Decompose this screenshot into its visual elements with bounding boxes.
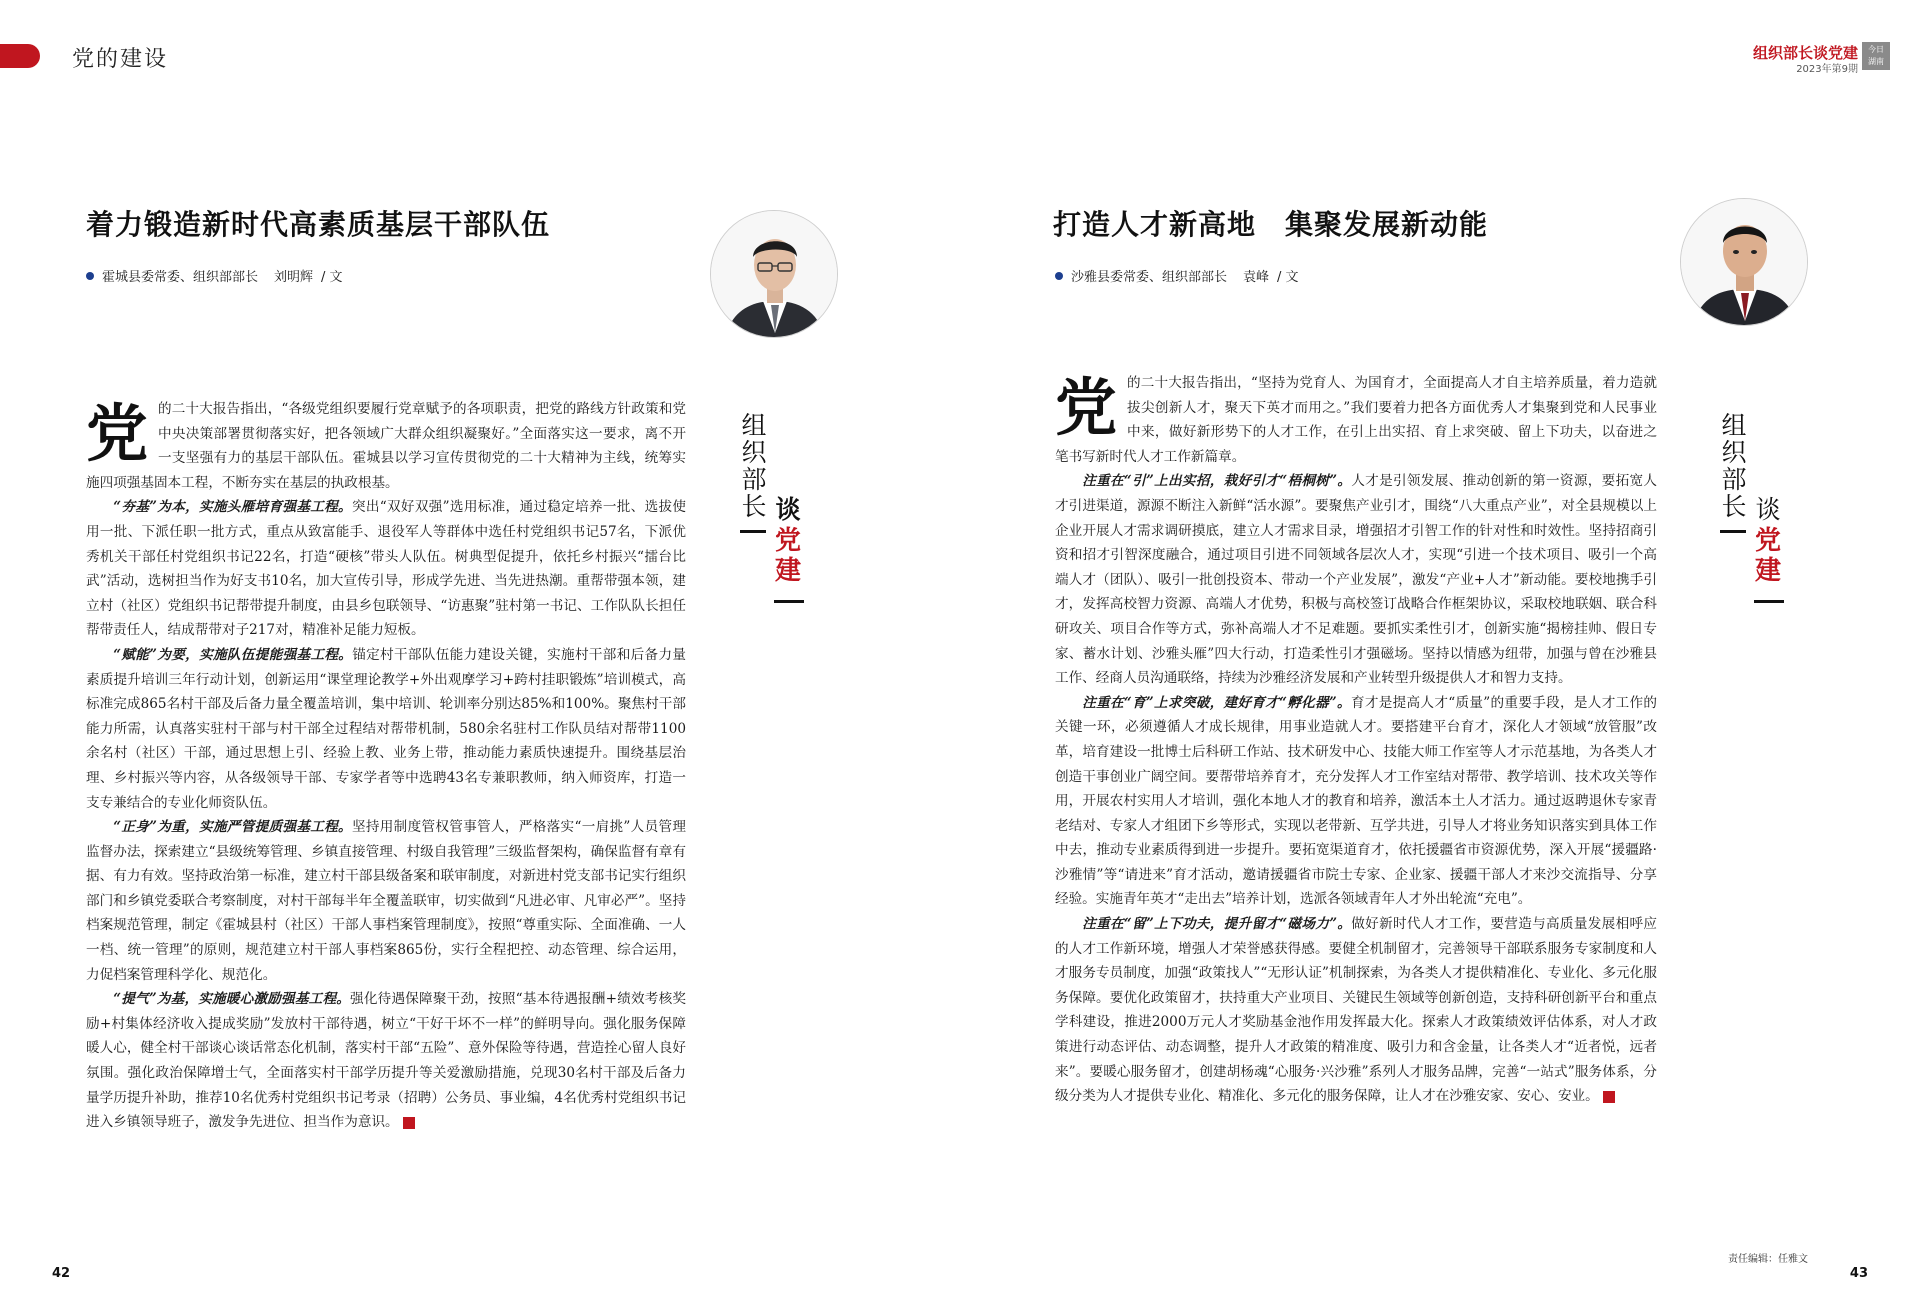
badge-text-tan: 谈 bbox=[1755, 495, 1781, 524]
badge-text-dangjian: 党 建 bbox=[774, 526, 801, 586]
left-dropcap: 党 bbox=[86, 397, 149, 470]
right-article-title: 打造人才新高地 集聚发展新动能 bbox=[1053, 208, 1489, 241]
left-author-suffix: / 文 bbox=[321, 270, 343, 285]
page-number-right: 43 bbox=[1849, 1266, 1868, 1281]
left-article-body bbox=[86, 397, 686, 1135]
right-dropcap: 党 bbox=[1055, 371, 1118, 444]
section-title: 党的建设 bbox=[72, 47, 169, 72]
right-paragraph-1 bbox=[1055, 469, 1657, 690]
left-p1-text: 突出“双好双强”选用标准，通过稳定培养一批、选拔使用一批、下派任职一批方式，重点从致富能手、退役军人等群体中选任村党组织书记57名，下派优秀机关干部任村党组织书记22名，打造“硬核”带头人队伍。树典型促提升，依托乡村振兴“擂台比武”活动，选树担当作为好支书10名，加大宣传引导，形成学先进、当先进热潮。重帮带强本领，建立村（社区）党组织书记帮带提升制度，由县乡包联领导、“访惠聚”驻村第一书记、工作队队长担任帮带责任人，结成帮带对子217对，精准补足能力短板。 bbox=[86, 499, 686, 639]
right-author-org: 沙雅县委常委、组织部部长 bbox=[1071, 270, 1228, 285]
right-p3-text: 做好新时代人才工作，要营造与高质量发展相呼应的人才工作新环境，增强人才荣誉感获得感。要健全机制留才，完善领导干部联系服务专家制度和人才服务专员制度，加强“政策找人”“无形认证”机制探索，为各类人才提供精准化、专业化、多元化服务保障。要优化政策留才，扶持重大产业项目、关键民生领域等创新创造，支持科研创新平台和重点学科建设，推进2000万元人才奖励基金池作用发挥最大化。探索人才政策绩效评估体系，对人才政策进行动态评估、动态调整，提升人才政策的精准度、吸引力和含金量，让各类人才“近者悦，远者来”。要暖心服务留才，创建胡杨魂“心服务·兴沙雅”系列人才服务品牌，完善“一站式”服务体系，分级分类为人才提供专业化、精准化、多元化的服务保障，让人才在沙雅安家、安心、安业。 bbox=[1055, 916, 1657, 1105]
right-p3-lead: 注重在“留”上下功夫，提升留才“磁场力”。 bbox=[1082, 916, 1352, 933]
left-author-portrait bbox=[710, 210, 838, 338]
issue-number: 2023年第9期 bbox=[1796, 64, 1858, 75]
right-author-portrait bbox=[1680, 198, 1808, 326]
left-intro-text: 的二十大报告指出，“各级党组织要履行党章赋予的各项职责，把党的路线方针政策和党中央决策部署贯彻落实好，把各领域广大群众组织凝聚好。”全面落实这一要求，离不开一支坚强有力的基层干部队伍。霍城县以学习宣传贯彻党的二十大精神为主线，统筹实施四项强基固本工程，不断夯实在基层的执政根基。 bbox=[86, 401, 686, 491]
left-p4-text: 强化待遇保障聚干劲，按照“基本待遇报酬+绩效考核奖励+村集体经济收入提成奖励”发放村干部待遇，树立“干好干坏不一样”的鲜明导向。强化服务保障暖人心，健全村干部谈心谈话常态化机制，落实村干部“五险”、意外保险等待遇，营造拴心留人良好氛围。强化政治保障增士气，全面落实村干部学历提升等关爱激励措施，兑现30名村干部及后备力量学历提升补助，推荐10名优秀村党组织书记考录（招聘）公务员、事业编，4名优秀村党组织书记进入乡镇领导班子，激发争先进位、担当作为意识。 bbox=[86, 991, 686, 1131]
responsible-editor: 责任编辑：任雅文 bbox=[1728, 1254, 1808, 1265]
left-byline bbox=[86, 266, 343, 285]
badge-rule-left bbox=[1720, 530, 1746, 533]
right-column-badge bbox=[1720, 412, 1790, 612]
badge-rule-right bbox=[1754, 600, 1784, 603]
left-paragraph-3 bbox=[86, 815, 686, 987]
left-author-org: 霍城县委常委、组织部部长 bbox=[102, 270, 259, 285]
right-paragraph-2 bbox=[1055, 691, 1657, 912]
end-mark-icon bbox=[1603, 1091, 1615, 1103]
section-tab-marker bbox=[0, 44, 40, 68]
right-p2-text: 育才是提高人才“质量”的重要手段，是人才工作的关键一环，必须遵循人才成长规律，用事业造就人才。要搭建平台育才，深化人才领域“放管服”改革，培育建设一批博士后科研工作站、技术研发中心、技能大师工作室等人才示范基地，为各类人才创造干事创业广阔空间。要帮带培养育才，充分发挥人才工作室结对帮带、教学培训、技术攻关等作用，开展农村实用人才培训，强化本地人才的教育和培养，激活本土人才活力。通过返聘退休专家青老结对、专家人才组团下乡等形式，实现以老带新、互学共进，引导人才将业务知识落实到具体工作中去，推动专业素质得到进一步提升。要拓宽渠道育才，依托援疆省市资源优势，深入开展“援疆路·沙雅情”等“请进来”育才活动，邀请援疆省市院士专家、企业家、援疆干部人才来沙交流指导、分享经验。实施青年英才“走出去”培养计划，选派各领域青年人才外出轮流“充电”。 bbox=[1055, 694, 1657, 908]
badge-text-zuzhibuzhang: 组 织 部 长 bbox=[1721, 411, 1747, 521]
right-article-body bbox=[1055, 371, 1657, 1109]
badge-rule-left bbox=[740, 530, 766, 533]
left-p1-lead: “夯基”为本，实施头雁培育强基工程。 bbox=[113, 499, 352, 516]
left-p2-text: 锚定村干部队伍能力建设关键，实施村干部和后备力量素质提升培训三年行动计划，创新运用“课堂理论教学+外出观摩学习+跨村挂职锻炼”培训模式，高标准完成865名村干部及后备力量全覆盖培训，集中培训、轮训率分别达85%和100%。聚焦村干部能力所需，认真落实驻村干部与村干部全过程结对帮带机制，580余名驻村工作队员结对帮带1100余名村（社区）干部，通过思想上引、经验上教、业务上带，推动能力素质快速提升。围绕基层治理、乡村振兴等内容，从各级领导干部、专家学者等中选聘43名专兼职教师，纳入师资库，打造一支专兼结合的专业化师资队伍。 bbox=[86, 646, 686, 811]
right-author-name: 袁峰 bbox=[1243, 270, 1270, 285]
right-p2-lead: 注重在“育”上求突破，建好育才“孵化器”。 bbox=[1082, 694, 1351, 711]
badge-text-dangjian: 党 建 bbox=[1754, 526, 1781, 586]
right-author-suffix: / 文 bbox=[1277, 270, 1299, 285]
right-intro-text: 的二十大报告指出，“坚持为党育人、为国育才，全面提高人才自主培养质量，着力造就拔尖创新人才，聚天下英才而用之。”我们要着力把各方面优秀人才集聚到党和人民事业中来，做好新形势下的人才工作，在引上出实招、育上求突破、留上下功夫，以奋进之笔书写新时代人才工作新篇章。 bbox=[1055, 375, 1657, 465]
magazine-logo: 今日 湖南 bbox=[1862, 42, 1890, 70]
left-paragraph-2 bbox=[86, 643, 686, 815]
left-paragraph-1 bbox=[86, 495, 686, 643]
right-intro-paragraph bbox=[1055, 371, 1657, 469]
end-mark-icon bbox=[403, 1117, 415, 1129]
left-p4-lead: “提气”为基，实施暖心激励强基工程。 bbox=[113, 991, 351, 1008]
magazine-column-title: 组织部长谈党建 bbox=[1752, 44, 1858, 62]
left-p3-text: 坚持用制度管权管事管人，严格落实“一肩挑”人员管理监督办法，探索建立“县级统筹管理、乡镇直接管理、村级自我管理”三级监督架构，确保监督有章有据、有力有效。坚持政治第一标准，建立村干部县级备案和联审制度，对新进村党支部书记实行组织部门和乡镇党委联合考察制度，对村干部每半年全覆盖联审，切实做到“凡进必审、凡审必严”。坚持档案规范管理，制定《霍城县村（社区）干部人事档案管理制度》，按照“尊重实际、全面准确、一人一档、统一管理”的原则，规范建立村干部人事档案865份，实行全程把控、动态管理、综合运用，力促档案管理科学化、规范化。 bbox=[86, 819, 686, 983]
page-number-left: 42 bbox=[52, 1266, 71, 1281]
right-p1-text: 人才是引领发展、推动创新的第一资源，要拓宽人才引进渠道，源源不断注入新鲜“活水源”。要聚焦产业引才，围绕“八大重点产业”，对全县规模以上企业开展人才需求调研摸底，建立人才需求目录，增强招才引智工作的针对性和时效性。坚持招商引资和招才引智深度融合，通过项目引进不同领域各层次人才，实现“引进一个技术项目、吸引一个高端人才（团队）、吸引一批创投资本、带动一个产业发展”，激发“产业+人才”新动能。要校地携手引才，发挥高校智力资源、高端人才优势，积极与高校签订战略合作框架协议，采取校地联姻、联合科研攻关、项目合作等方式，弥补高端人才不足难题。要抓实柔性引才，创新实施“揭榜挂帅、假日专家、蓄水计划、沙雅头雁”四大行动，打造柔性引才强磁场。坚持以情感为纽带，加强与曾在沙雅县工作、经商人员沟通联络，持续为沙雅经济发展和产业转型升级提供人才和智力支持。 bbox=[1055, 473, 1657, 687]
badge-text-tan: 谈 bbox=[775, 495, 801, 524]
right-p1-lead: 注重在“引”上出实招，栽好引才“梧桐树”。 bbox=[1082, 473, 1352, 490]
byline-bullet-icon bbox=[1055, 272, 1063, 280]
badge-rule-right bbox=[774, 600, 804, 603]
left-column-badge bbox=[740, 412, 810, 612]
byline-bullet-icon bbox=[86, 272, 94, 280]
left-p2-lead: “赋能”为要，实施队伍提能强基工程。 bbox=[113, 646, 353, 663]
right-byline bbox=[1055, 266, 1299, 285]
right-paragraph-3 bbox=[1055, 912, 1657, 1109]
left-intro-paragraph bbox=[86, 397, 686, 495]
left-paragraph-4 bbox=[86, 987, 686, 1135]
left-p3-lead: “正身”为重，实施严管提质强基工程。 bbox=[113, 819, 352, 836]
left-article-title: 着力锻造新时代高素质基层干部队伍 bbox=[86, 208, 551, 241]
badge-text-zuzhibuzhang: 组 织 部 长 bbox=[741, 411, 767, 521]
left-author-name: 刘明辉 bbox=[274, 270, 314, 285]
